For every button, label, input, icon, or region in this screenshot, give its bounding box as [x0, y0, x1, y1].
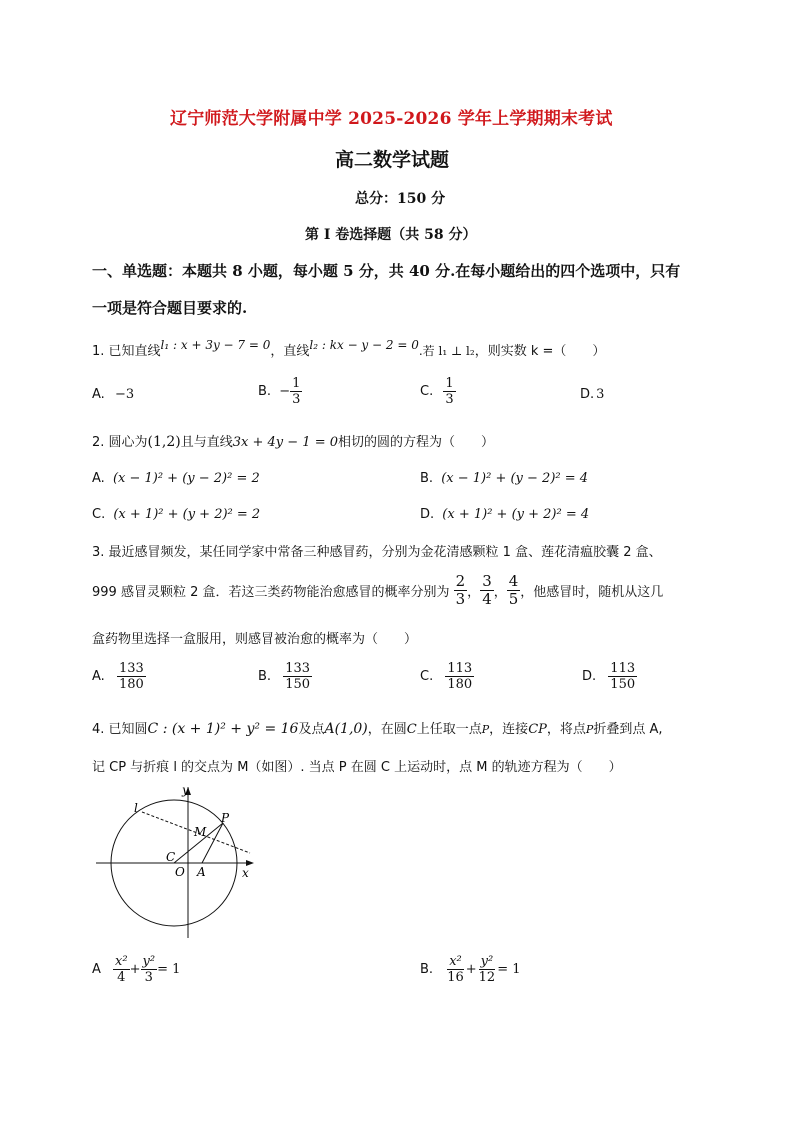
question-3-line3: 盒药物里选择一盒服用，则感冒被治愈的概率为（ ）	[92, 632, 418, 647]
q1-condition: .若 l₁ ⊥ l₂	[418, 344, 475, 358]
q2-option-a[interactable]	[92, 471, 260, 486]
q2-option-a-label: A.	[92, 471, 105, 486]
q4-cp-symbol: CP	[528, 722, 547, 737]
q4-option-a-term2-denominator: 3	[144, 970, 153, 985]
label-l: l	[134, 801, 138, 815]
q3-option-d-numerator: 113	[610, 661, 636, 676]
q4-option-b-term2-numerator: y²	[480, 954, 494, 969]
q3-option-c-denominator: 180	[447, 677, 473, 692]
q2-option-c[interactable]	[92, 507, 260, 522]
label-x: x	[242, 866, 249, 880]
q3-option-b-label: B.	[258, 669, 272, 684]
q3-line2-a: 999 感冒灵颗粒 2 盒．若这三类药物能治愈感冒的概率分别为	[92, 585, 450, 600]
question-1	[92, 340, 605, 359]
q3-option-d-label: D.	[582, 669, 597, 684]
q4-line1-b: 及点	[298, 722, 325, 737]
q4-option-a-term1-numerator: x²	[115, 954, 128, 969]
question-2	[92, 431, 494, 450]
total-score: 总分：150 分	[355, 191, 446, 207]
q3-option-c-label: C.	[420, 669, 434, 684]
q1-option-b-numerator: 1	[292, 376, 301, 391]
q3-option-c[interactable]	[420, 661, 474, 692]
q1-option-d-label: D.	[580, 387, 595, 402]
q1-option-a[interactable]	[92, 387, 134, 402]
q3-option-a-label: A.	[92, 669, 105, 684]
q1-line2-equation: l₂ : kx − y − 2 = 0	[309, 338, 419, 352]
q3-frac1-denominator: 3	[455, 590, 466, 608]
q1-prefix: 1. 已知直线	[92, 344, 161, 359]
q4-option-a-rhs: = 1	[157, 962, 181, 977]
question-3-line1: 3. 最近感冒频发，某任同学家中常备三种感冒药，分别为金花清感颗粒 1 盒、莲花清瘟胶囊 2 盒、	[92, 545, 662, 560]
q4-line1-d: 上任取一点	[416, 722, 482, 737]
q1-option-c-label: C.	[420, 384, 434, 399]
q1-option-b[interactable]	[258, 376, 302, 407]
q2-text-b: 且与直线	[180, 435, 233, 450]
q1-option-d-value: 3	[596, 387, 605, 402]
q4-line1-e: ，连接	[489, 722, 529, 737]
q1-option-b-label: B.	[258, 384, 272, 399]
q2-option-d-value: (x + 1)² + (y + 2)² = 4	[442, 507, 590, 522]
q3-frac3-denominator: 5	[508, 590, 519, 608]
q1-option-a-value: −3	[114, 387, 135, 402]
q3-option-b-numerator: 133	[285, 661, 311, 676]
q4-circle-equation: C : (x + 1)² + y² = 16	[147, 721, 299, 737]
q4-line1-g: 折叠到点 A,	[593, 722, 663, 737]
q2-option-b[interactable]	[420, 471, 588, 486]
q4-p-symbol: P	[481, 723, 490, 736]
q3-option-d[interactable]	[582, 661, 637, 692]
q3-option-d-denominator: 150	[610, 677, 636, 692]
q1-line1-equation: l₁ : x + 3y − 7 = 0	[160, 338, 271, 352]
q1-option-c[interactable]	[420, 376, 456, 407]
q2-option-d[interactable]	[420, 507, 589, 522]
q1-suffix: ，则实数 k =（ ）	[474, 344, 606, 359]
q1-option-b-sign: −	[279, 384, 291, 399]
school-title: 辽宁师范大学附属中学 2025-2026 学年上学期期末考试	[170, 109, 613, 129]
label-y: y	[182, 783, 189, 797]
q2-center: (1,2)	[147, 434, 181, 450]
q1-option-a-label: A.	[92, 387, 105, 402]
q4-option-b-rhs: = 1	[497, 962, 521, 977]
q4-option-a[interactable]: A $\frac{\text{x²}}{4}$ + $\frac{\text{y²}}{3}$ = 1	[92, 954, 181, 985]
q4-line1-c: ，在圆	[367, 722, 407, 737]
q4-line1-a: 4. 已知圆	[92, 722, 148, 737]
q3-option-b-denominator: 150	[285, 677, 311, 692]
q4-option-b-term1-numerator: x²	[449, 954, 462, 969]
q1-option-d[interactable]	[580, 387, 604, 402]
question-4-line2: 记 CP 与折痕 l 的交点为 M（如图）. 当点 P 在圆 C 上运动时，点 M 的轨迹方程为（ ）	[92, 760, 622, 775]
label-m: M	[194, 825, 207, 839]
q2-line: 3x + 4y − 1 = 0	[232, 435, 338, 450]
section-heading-line1: 一、单选题：本题共 8 小题，每小题 5 分，共 40 分.在每小题给出的四个选项中，只有	[92, 262, 681, 280]
q3-option-a-denominator: 180	[118, 677, 144, 692]
q2-option-c-label: C.	[92, 507, 106, 522]
q3-option-a-numerator: 133	[118, 661, 144, 676]
exam-title: 高二数学试题	[335, 149, 450, 171]
q3-frac2-numerator: 3	[482, 572, 492, 590]
label-a: A	[197, 865, 206, 879]
q3-frac2-denominator: 4	[482, 590, 492, 608]
q2-option-c-value: (x + 1)² + (y + 2)² = 2	[113, 507, 261, 522]
q4-option-a-term2-numerator: y²	[142, 954, 156, 969]
q3-option-b[interactable]	[258, 661, 312, 692]
label-p: P	[221, 811, 230, 825]
q4-p-symbol-2: P	[585, 723, 594, 736]
q3-frac3-numerator: 4	[508, 572, 519, 590]
q2-option-b-value: (x − 1)² + (y − 2)² = 4	[441, 471, 589, 486]
q2-text-c: 相切的圆的方程为（ ）	[338, 435, 495, 450]
q1-option-c-denominator: 3	[445, 392, 454, 407]
q2-option-b-label: B.	[420, 471, 434, 486]
q3-frac1-numerator: 2	[455, 572, 466, 590]
q4-line1-f: ，将点	[546, 722, 586, 737]
q4-option-a-term1-denominator: 4	[117, 970, 126, 985]
q3-option-a[interactable]	[92, 661, 146, 692]
question-4-line1	[92, 718, 662, 737]
label-c: C	[166, 850, 176, 864]
section-heading-line2: 一项是符合题目要求的.	[92, 299, 248, 317]
q1-option-b-denominator: 3	[292, 392, 301, 407]
q4-option-b[interactable]: B. $\frac{\text{x²}}{16}$ + $\frac{\text{y²}}{12}$ = 1	[420, 954, 521, 985]
q4-c-symbol: C	[406, 722, 417, 737]
q4-figure	[90, 778, 270, 943]
q4-point-a: A(1,0)	[324, 721, 368, 737]
q3-line2-b: ，他感冒时，随机从这几	[520, 585, 664, 600]
label-o: O	[175, 865, 185, 879]
q4-option-b-term2-denominator: 12	[478, 970, 496, 985]
q3-option-c-numerator: 113	[447, 661, 473, 676]
q1-mid: ，直线	[270, 344, 310, 359]
q4-option-b-label: B.	[420, 962, 434, 977]
question-3-line2: 999 感冒灵颗粒 2 盒．若这三类药物能治愈感冒的概率分别为 $\frac{2}{3}$ ， $\frac{3}{4}$ ， $\frac{4}{5}$ ，他感冒时，随机从这几	[92, 572, 664, 608]
q2-option-d-label: D.	[420, 507, 435, 522]
q2-text-a: 2. 圆心为	[92, 435, 148, 450]
part-title: 第 I 卷选择题（共 58 分）	[305, 227, 477, 243]
q2-option-a-value: (x − 1)² + (y − 2)² = 2	[112, 471, 260, 486]
q4-option-b-term1-denominator: 16	[447, 970, 464, 985]
q1-option-c-numerator: 1	[445, 376, 454, 391]
q4-option-a-label: A	[92, 962, 101, 977]
